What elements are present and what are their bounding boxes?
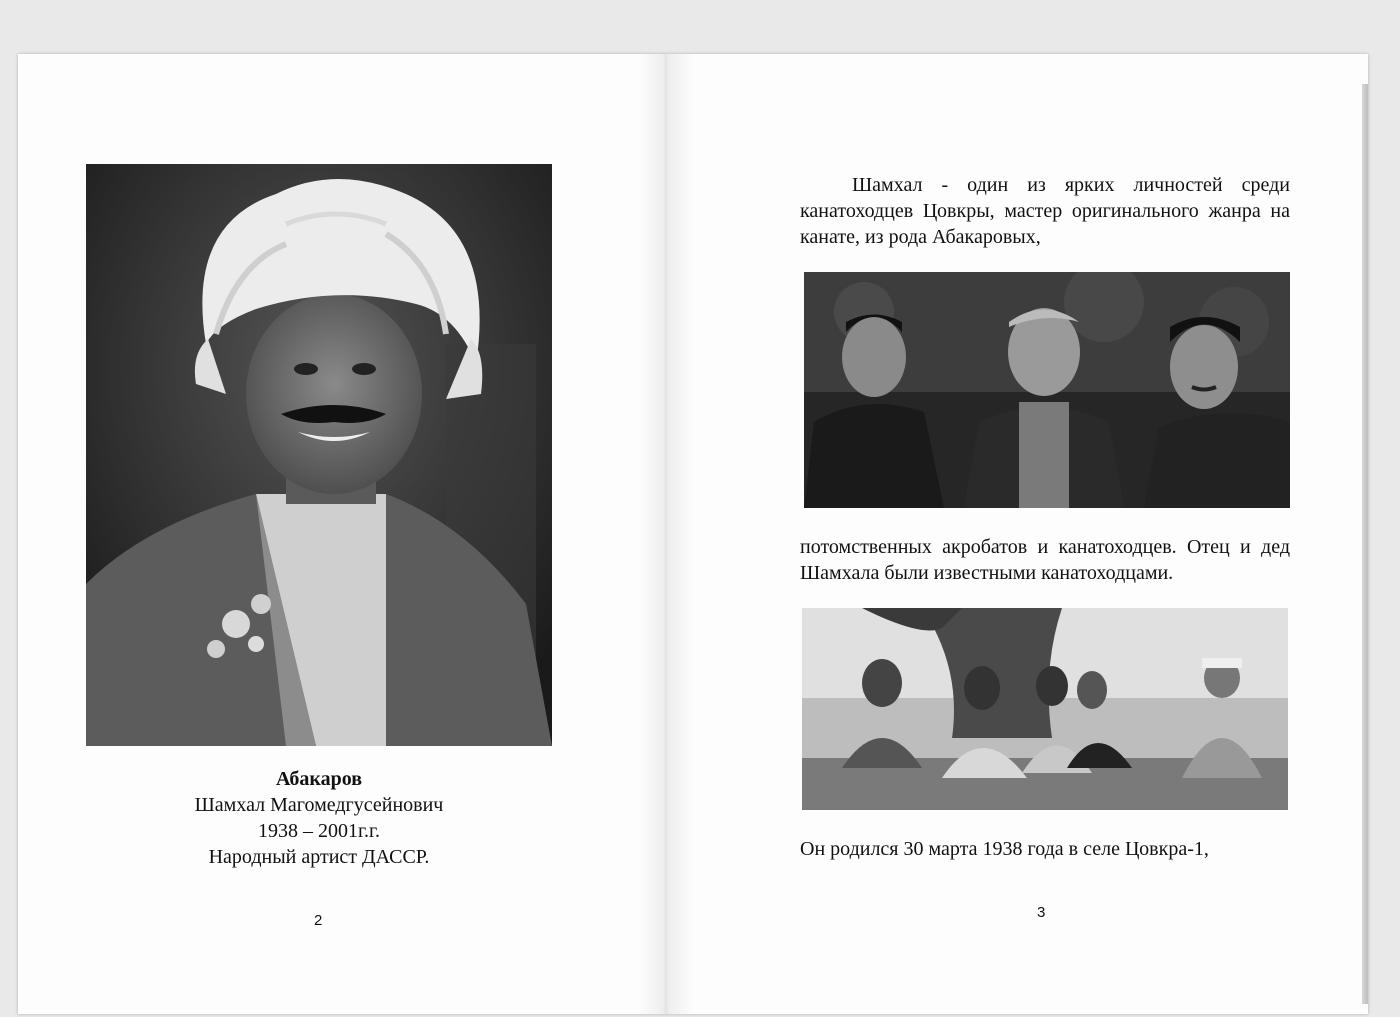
paragraph-1: Шамхал - один из ярких личностей среди канатоходцев Цовкры, мастер оригинального жанра на канате, из рода Абакаровых, xyxy=(800,174,1290,248)
left-page xyxy=(18,54,658,1014)
three-men-photo xyxy=(804,272,1290,508)
caption-years: 1938 – 2001г.г. xyxy=(258,820,380,842)
caption-full-name: Шамхал Магомедгусейнович xyxy=(194,794,444,816)
book-spread xyxy=(18,54,1368,1014)
portrait-caption xyxy=(86,766,552,870)
caption-surname: Абакаров xyxy=(275,768,363,790)
group-photo xyxy=(802,608,1288,810)
right-page xyxy=(678,54,1368,1014)
portrait-photo xyxy=(86,164,552,746)
paragraph-3: Он родился 30 марта 1938 года в селе Цовкра-1, xyxy=(800,838,1209,860)
page-number-left: 2 xyxy=(314,912,323,929)
page-number-right: 3 xyxy=(1037,904,1046,921)
paragraph-2: потомственных акробатов и канатоходцев. Отец и дед Шамхала были известными канатоходцами. xyxy=(800,536,1290,584)
caption-title: Народный артист ДАССР. xyxy=(208,846,430,868)
